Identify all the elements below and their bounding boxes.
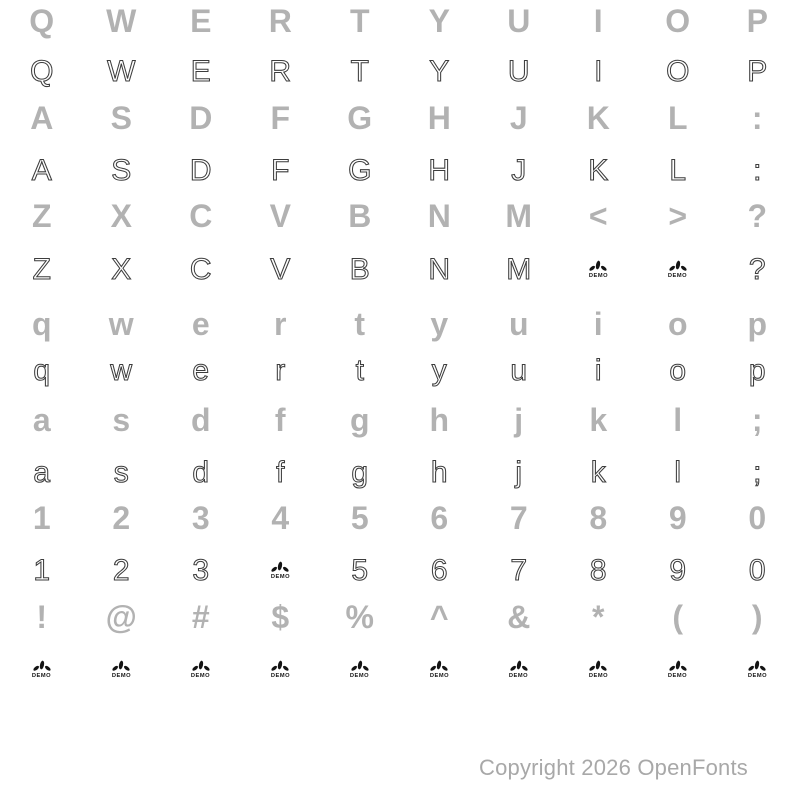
glyph: 8 (589, 554, 607, 587)
glyph-cell (320, 186, 400, 246)
glyph: Z (31, 197, 52, 234)
glyph: f (274, 401, 286, 438)
glyph: L (667, 99, 688, 136)
glyph: J (509, 99, 528, 136)
glyph: i (593, 305, 603, 342)
glyph: S (111, 154, 132, 187)
glyph: D (189, 154, 212, 187)
glyph: O (666, 55, 690, 88)
demo-label: DEMO (588, 672, 608, 679)
glyph: j (514, 401, 524, 438)
glyph: d (190, 401, 211, 438)
glyph: A (31, 154, 52, 187)
glyph: s (113, 456, 129, 489)
glyph: e (191, 305, 210, 342)
glyph: N (427, 197, 451, 234)
glyph: 8 (589, 499, 608, 536)
glyph: r (274, 305, 287, 342)
glyph-cell (320, 488, 400, 548)
glyph-cell (241, 488, 321, 548)
demo-placeholder (479, 640, 559, 700)
demo-placeholder (241, 640, 321, 700)
demo-fleuron-icon (111, 660, 131, 672)
glyph: ? (748, 253, 766, 286)
glyph: Y (428, 2, 450, 39)
glyph-cell (82, 390, 162, 450)
demo-placeholder (638, 640, 718, 700)
glyph: 9 (669, 554, 687, 587)
glyph-cell (479, 488, 559, 548)
glyph: M (506, 253, 532, 286)
glyph: M (505, 197, 533, 234)
glyph: F (270, 99, 291, 136)
glyph: Q (30, 55, 54, 88)
glyph-cell (2, 390, 82, 450)
demo-label: DEMO (350, 672, 370, 679)
glyph-cell (161, 240, 241, 300)
glyph-cell (82, 240, 162, 300)
glyph: X (110, 197, 132, 234)
glyph-cell (2, 240, 82, 300)
glyph: H (427, 99, 451, 136)
glyph-cell (479, 587, 559, 647)
glyph-cell (2, 587, 82, 647)
glyph-row-11 (2, 488, 798, 548)
glyph: $ (271, 598, 290, 635)
glyph: C (189, 253, 212, 286)
glyph: A (30, 99, 54, 136)
glyph: ( (672, 598, 684, 635)
glyph-cell (479, 390, 559, 450)
glyph: w (110, 354, 133, 387)
glyph: W (107, 55, 136, 88)
glyph: 0 (748, 499, 767, 536)
demo-fleuron-icon (32, 660, 52, 672)
demo-label: DEMO (270, 672, 290, 679)
glyph-cell (638, 390, 718, 450)
glyph: 4 (271, 499, 290, 536)
glyph-cell (718, 488, 798, 548)
glyph: 2 (112, 554, 130, 587)
glyph: o (667, 305, 688, 342)
glyph-cell (241, 186, 321, 246)
glyph: h (429, 401, 450, 438)
glyph-cell (718, 240, 798, 300)
glyph-cell (559, 88, 639, 148)
glyph: f (276, 456, 285, 489)
glyph: 6 (430, 554, 448, 587)
glyph: L (669, 154, 687, 187)
glyph: R (269, 55, 292, 88)
glyph-cell (241, 587, 321, 647)
demo-placeholder (638, 240, 718, 300)
glyph-cell (559, 488, 639, 548)
glyph: h (430, 456, 448, 489)
glyph: k (589, 401, 608, 438)
glyph: t (354, 305, 366, 342)
glyph: # (191, 598, 210, 635)
glyph-cell (2, 488, 82, 548)
glyph: w (108, 305, 134, 342)
demo-fleuron-icon (270, 561, 290, 573)
glyph: q (33, 354, 51, 387)
glyph: ; (753, 456, 762, 489)
glyph: ) (751, 598, 763, 635)
glyph: y (430, 305, 449, 342)
glyph-cell (320, 587, 400, 647)
glyph-cell (2, 88, 82, 148)
glyph-cell (718, 587, 798, 647)
glyph: P (746, 2, 768, 39)
demo-placeholder (400, 640, 480, 700)
glyph: g (349, 401, 370, 438)
glyph: > (668, 197, 688, 234)
glyph: t (355, 354, 364, 387)
glyph: P (747, 55, 768, 88)
demo-fleuron-icon (509, 660, 529, 672)
glyph: % (345, 598, 374, 635)
glyph-row-6 (2, 240, 798, 300)
glyph-cell (638, 186, 718, 246)
demo-label: DEMO (668, 272, 688, 279)
glyph: F (271, 154, 290, 187)
glyph: V (270, 253, 291, 286)
glyph: 3 (191, 499, 210, 536)
glyph: r (275, 354, 286, 387)
glyph: l (673, 401, 683, 438)
glyph: E (190, 55, 211, 88)
glyph: N (428, 253, 451, 286)
demo-fleuron-icon (668, 260, 688, 272)
glyph-row-14 (2, 640, 798, 700)
glyph: Q (29, 2, 55, 39)
glyph: s (112, 401, 131, 438)
glyph-cell (559, 587, 639, 647)
glyph-cell (718, 390, 798, 450)
glyph-cell (161, 390, 241, 450)
demo-placeholder (559, 640, 639, 700)
glyph: u (510, 354, 528, 387)
demo-label: DEMO (668, 672, 688, 679)
glyph-cell (400, 186, 480, 246)
demo-label: DEMO (429, 672, 449, 679)
glyph-cell (2, 186, 82, 246)
demo-label: DEMO (32, 672, 52, 679)
glyph: 5 (351, 554, 369, 587)
glyph: B (349, 253, 370, 286)
glyph: Z (32, 253, 51, 286)
glyph-cell (320, 390, 400, 450)
glyph: Y (429, 55, 450, 88)
glyph: @ (105, 598, 137, 635)
glyph: e (192, 354, 210, 387)
glyph-cell (638, 88, 718, 148)
glyph-cell (400, 240, 480, 300)
glyph-row-3 (2, 88, 798, 148)
glyph: 0 (748, 554, 766, 587)
glyph-row-5 (2, 186, 798, 246)
glyph: T (350, 55, 369, 88)
demo-fleuron-icon (588, 660, 608, 672)
demo-label: DEMO (111, 672, 131, 679)
glyph: X (111, 253, 132, 286)
glyph-cell (161, 88, 241, 148)
demo-fleuron-icon (747, 660, 767, 672)
glyph: R (268, 2, 292, 39)
glyph-cell (82, 186, 162, 246)
glyph: B (348, 197, 372, 234)
glyph-cell (161, 488, 241, 548)
demo-label: DEMO (747, 672, 767, 679)
glyph-cell (718, 88, 798, 148)
glyph: I (594, 55, 603, 88)
glyph-cell (241, 390, 321, 450)
demo-label: DEMO (588, 272, 608, 279)
glyph: C (189, 197, 213, 234)
demo-fleuron-icon (270, 660, 290, 672)
glyph: ! (36, 598, 48, 635)
glyph-cell (638, 488, 718, 548)
demo-fleuron-icon (668, 660, 688, 672)
glyph-cell (82, 88, 162, 148)
glyph: V (269, 197, 291, 234)
glyph: : (751, 99, 763, 136)
glyph: 6 (430, 499, 449, 536)
glyph: i (594, 354, 602, 387)
glyph-cell (479, 88, 559, 148)
glyph-cell (400, 587, 480, 647)
glyph-cell (241, 240, 321, 300)
glyph: u (508, 305, 529, 342)
glyph-cell (320, 88, 400, 148)
glyph: d (192, 456, 210, 489)
glyph-cell (320, 240, 400, 300)
glyph: o (669, 354, 687, 387)
glyph-row-13 (2, 587, 798, 647)
demo-label: DEMO (509, 672, 529, 679)
glyph: U (507, 2, 531, 39)
glyph: 5 (350, 499, 369, 536)
glyph: 7 (510, 554, 528, 587)
demo-placeholder (2, 640, 82, 700)
glyph: H (428, 154, 451, 187)
glyph-cell (559, 390, 639, 450)
glyph: 9 (668, 499, 687, 536)
demo-label: DEMO (270, 573, 290, 580)
demo-label: DEMO (191, 672, 211, 679)
glyph: S (110, 99, 132, 136)
glyph: W (106, 2, 137, 39)
glyph: J (511, 154, 527, 187)
glyph: ^ (429, 598, 449, 635)
glyph: 7 (509, 499, 528, 536)
glyph-cell (241, 88, 321, 148)
glyph: E (190, 2, 212, 39)
glyph: 2 (112, 499, 131, 536)
glyph: O (665, 2, 691, 39)
demo-placeholder (161, 640, 241, 700)
glyph: ? (747, 197, 768, 234)
glyph: k (590, 456, 606, 489)
glyph: q (31, 305, 52, 342)
glyph: a (32, 401, 51, 438)
glyph-cell (638, 587, 718, 647)
glyph-cell (479, 186, 559, 246)
glyph-cell (161, 186, 241, 246)
glyph: l (674, 456, 682, 489)
glyph: U (507, 55, 530, 88)
demo-placeholder (320, 640, 400, 700)
glyph: G (348, 154, 372, 187)
glyph-cell (479, 240, 559, 300)
glyph: 1 (32, 499, 51, 536)
glyph: I (593, 2, 603, 39)
glyph: & (507, 598, 531, 635)
glyph-row-9 (2, 390, 798, 450)
glyph: 3 (192, 554, 210, 587)
glyph-cell (400, 390, 480, 450)
demo-fleuron-icon (350, 660, 370, 672)
glyph: g (351, 456, 369, 489)
glyph: D (189, 99, 213, 136)
glyph: T (349, 2, 370, 39)
demo-fleuron-icon (191, 660, 211, 672)
glyph-cell (400, 88, 480, 148)
demo-placeholder (718, 640, 798, 700)
glyph: j (515, 456, 523, 489)
glyph-cell (718, 186, 798, 246)
glyph-cell (559, 186, 639, 246)
glyph: K (588, 154, 609, 187)
demo-placeholder (559, 240, 639, 300)
glyph: G (347, 99, 373, 136)
glyph: K (586, 99, 610, 136)
glyph-cell (82, 488, 162, 548)
glyph: p (748, 354, 766, 387)
glyph: y (431, 354, 447, 387)
glyph: < (588, 197, 608, 234)
glyph: * (592, 598, 605, 635)
glyph: : (753, 154, 762, 187)
demo-placeholder (82, 640, 162, 700)
glyph: 1 (33, 554, 51, 587)
glyph-cell (400, 488, 480, 548)
glyph-cell (161, 587, 241, 647)
copyright-text: Copyright 2026 OpenFonts (479, 755, 748, 780)
glyph: ; (751, 401, 763, 438)
demo-fleuron-icon (588, 260, 608, 272)
demo-fleuron-icon (429, 660, 449, 672)
glyph-cell (82, 587, 162, 647)
glyph: a (33, 456, 51, 489)
glyph: p (747, 305, 768, 342)
